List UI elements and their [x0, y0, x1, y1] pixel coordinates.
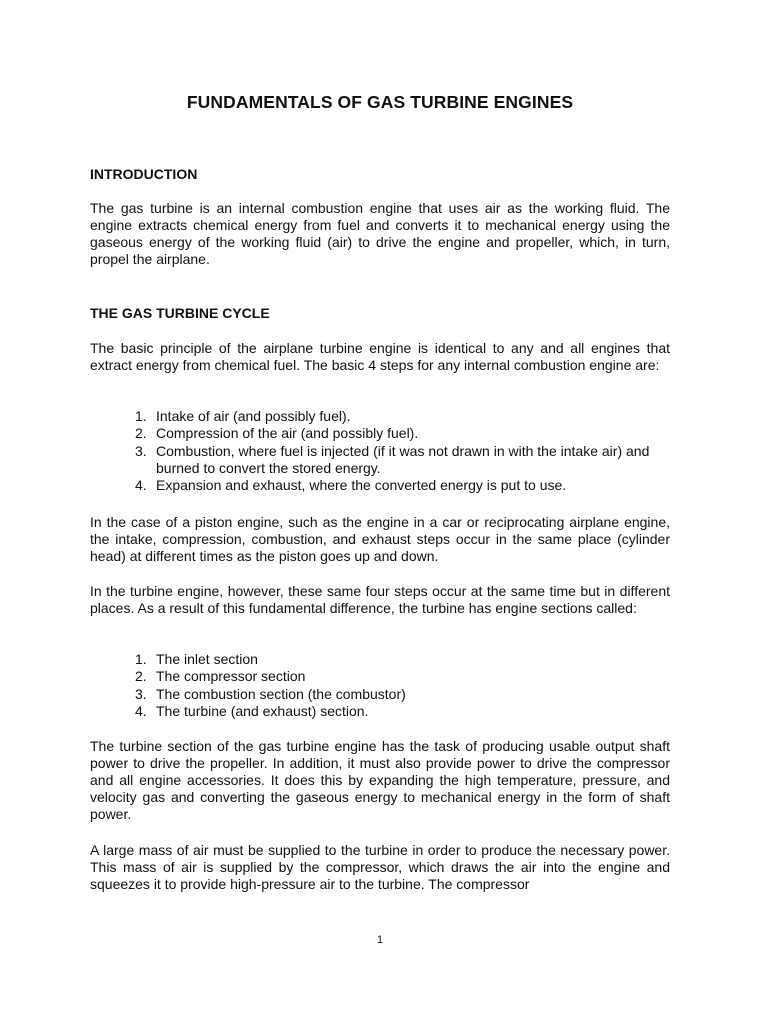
list-item-text: Compression of the air (and possibly fuel).: [156, 425, 419, 442]
list-item: [135, 651, 670, 668]
paragraph-introduction: The gas turbine is an internal combustion engine that uses air as the working fluid. The engine extracts chemical energy from fuel and converts it to mechanical energy using the gaseous energy of the working fluid (air) to drive the engine and propeller, which, in turn, propel the airplane.: [90, 200, 670, 267]
document-page: [90, 0, 670, 1024]
page-number: 1: [376, 934, 384, 946]
list-item-number: 1.: [135, 651, 147, 667]
list-item: [135, 668, 670, 685]
list-item-text: Expansion and exhaust, where the converted energy is put to use.: [156, 477, 567, 494]
list-item: [135, 443, 670, 478]
document-title: FUNDAMENTALS OF GAS TURBINE ENGINES: [186, 92, 574, 112]
list-item-text: The compressor section: [156, 668, 306, 685]
list-item-number: 4.: [135, 477, 147, 494]
heading-gas-turbine-cycle: THE GAS TURBINE CYCLE: [90, 305, 270, 321]
steps-list: [135, 408, 670, 494]
paragraph-piston-engine: In the case of a piston engine, such as the engine in a car or reciprocating airplane engine, the intake, compression, combustion, and exhaust steps occur in the same place (cylinder head) at different times as the piston goes up and down.: [90, 514, 670, 564]
list-item: [135, 703, 670, 720]
list-item-text: The turbine (and exhaust) section.: [156, 702, 369, 719]
list-item-number: 4.: [135, 702, 147, 719]
paragraph-air-mass: A large mass of air must be supplied to the turbine in order to produce the necessary power. This mass of air is supplied by the compressor, which draws the air into the engine and squeezes it to provide high-pressure air to the turbine. The compressor: [90, 842, 670, 892]
list-item-number: 1.: [135, 408, 147, 424]
heading-introduction: INTRODUCTION: [90, 166, 198, 182]
list-item-text: The inlet section: [156, 651, 258, 667]
list-item-number: 2.: [135, 668, 147, 685]
list-item-number: 3.: [135, 685, 147, 702]
list-item: [135, 408, 670, 425]
list-item-number: 2.: [135, 425, 147, 442]
list-item: [135, 477, 670, 494]
paragraph-turbine-engine: In the turbine engine, however, these same four steps occur at the same time but in different places. As a result of this fundamental difference, the turbine has engine sections called:: [90, 583, 670, 616]
list-item-text: Combustion, where fuel is injected (if it was not drawn in with the intake air) and burned to convert the stored energy.: [156, 442, 650, 476]
engine-sections-list: [135, 651, 670, 720]
list-item-text: The combustion section (the combustor): [156, 685, 406, 702]
list-item-number: 3.: [135, 442, 147, 459]
list-item: [135, 686, 670, 703]
list-item: [135, 425, 670, 442]
list-item-text: Intake of air (and possibly fuel).: [156, 408, 351, 424]
paragraph-turbine-section: The turbine section of the gas turbine engine has the task of producing usable output shaft power to drive the propeller. In addition, it must also provide power to drive the compressor and all engine accessories. It does this by expanding the high temperature, pressure, and velocity gas and converting the gaseous energy to mechanical energy in the form of shaft power.: [90, 738, 670, 822]
paragraph-basic-principle: The basic principle of the airplane turbine engine is identical to any and all engines that extract energy from chemical fuel. The basic 4 steps for any internal combustion engine are:: [90, 340, 670, 373]
